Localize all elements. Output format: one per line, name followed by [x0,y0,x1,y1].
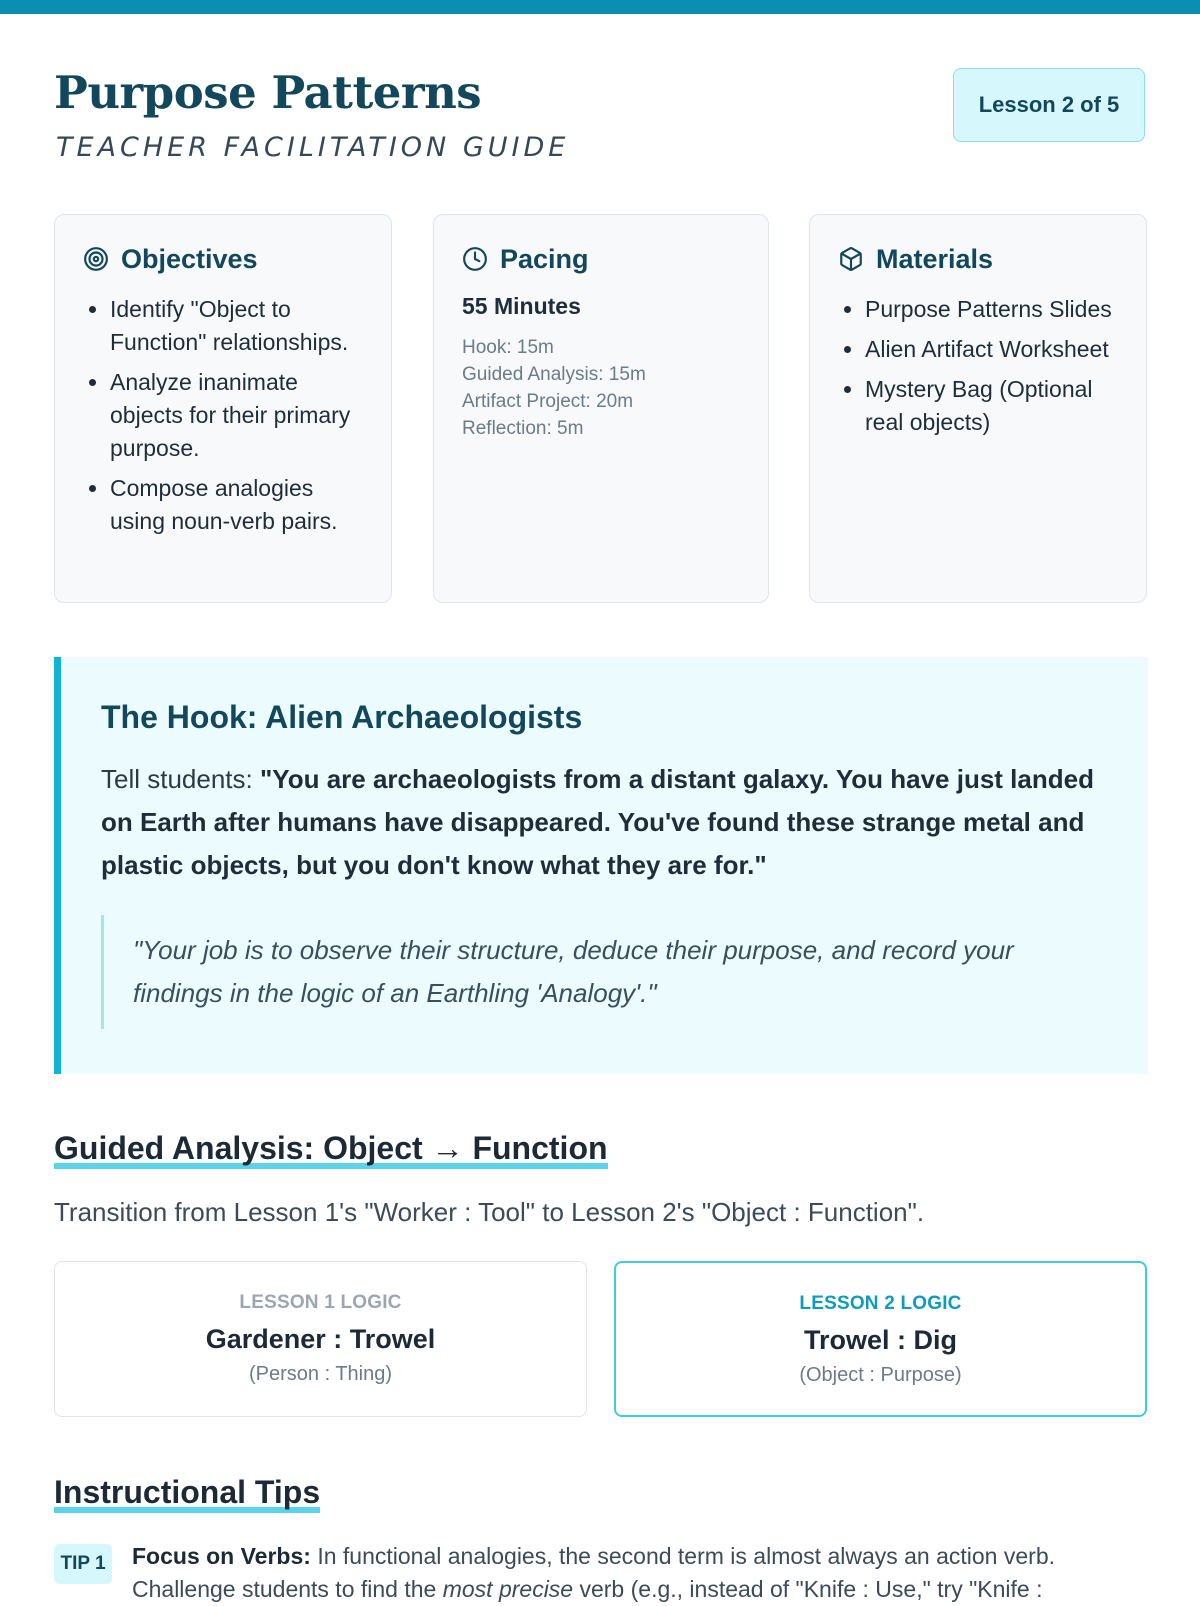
pacing-title: Pacing [500,243,589,274]
materials-title: Materials [876,243,994,274]
lesson1-logic-type: (Person : Thing) [248,1363,393,1385]
pacing-header [462,243,744,275]
lesson1-logic-label: LESSON 1 LOGIC [239,1292,402,1313]
objectives-header [83,243,367,275]
pacing-card [433,214,769,603]
hook-title: The Hook: Alien Archaeologists [101,699,583,735]
objective-item: • Analyze inanimate objects for their primary purpose. [110,366,367,465]
lesson-badge: Lesson 2 of 5 [953,68,1145,142]
box-icon [838,246,864,272]
pacing-item: Guided Analysis: 15m [462,364,646,385]
objective-item: • Compose analogies using noun-verb pairs. [110,472,367,538]
lesson1-logic-card [54,1261,587,1417]
materials-card [809,214,1147,603]
guided-analysis-intro: Transition from Lesson 1's "Worker : Tool" to Lesson 2's "Object : Function". [54,1197,925,1227]
guided-analysis-heading: Guided Analysis: Object → Function [54,1130,608,1169]
tip-badge: TIP 1 [54,1544,112,1584]
pacing-item: Reflection: 5m [462,418,584,439]
page-subtitle: TEACHER FACILITATION GUIDE [56,132,570,163]
clock-icon [462,246,488,272]
tip-body-end: verb (e.g., instead of "Knife : Use," try "Knife : [573,1576,1043,1602]
page-title: Purpose Patterns [54,66,482,119]
lesson2-logic-label: LESSON 2 LOGIC [799,1293,962,1314]
tip-emphasis: most precise [442,1576,574,1602]
hook-lead: Tell students: [101,764,260,794]
lesson2-logic-type: (Object : Purpose) [799,1364,962,1386]
materials-list [838,293,1122,439]
tip-text [132,1540,1154,1606]
tip-body-start: In functional analogies, the second term is almost always an action verb. Challenge students to find the [132,1543,1056,1602]
hook-callout [54,657,1148,1074]
material-item: • Alien Artifact Worksheet [865,333,1122,366]
tip-item [54,1540,1154,1606]
material-item: • Purpose Patterns Slides [865,293,1122,326]
top-accent-bar [0,0,1200,14]
objectives-list [83,293,367,538]
hook-script: "You are archaeologists from a distant galaxy. You have just landed on Earth after humans have disappeared. You've found these strange metal and plastic objects, but you don't know what they are for." [101,764,1094,880]
material-item: • Mystery Bag (Optional real objects) [865,373,1122,439]
objectives-title: Objectives [121,243,258,274]
lesson2-logic-pair: Trowel : Dig [803,1325,957,1355]
tip-title: Focus on Verbs: [132,1543,311,1569]
pacing-item: Hook: 15m [462,337,554,358]
pacing-total: 55 Minutes [462,293,581,319]
objectives-card [54,214,392,603]
pacing-breakdown [462,334,744,442]
lesson2-logic-card [614,1261,1147,1417]
instructional-tips-heading: Instructional Tips [54,1474,320,1513]
objective-item: • Identify "Object to Function" relationships. [110,293,367,359]
target-icon [83,246,109,272]
materials-header [838,243,1122,275]
hook-quote: "Your job is to observe their structure, deduce their purpose, and record your findings in the logic of an Earthling 'Analogy'." [101,915,1108,1029]
hook-text [101,758,1108,887]
pacing-item: Artifact Project: 20m [462,391,634,412]
lesson1-logic-pair: Gardener : Trowel [205,1324,436,1354]
